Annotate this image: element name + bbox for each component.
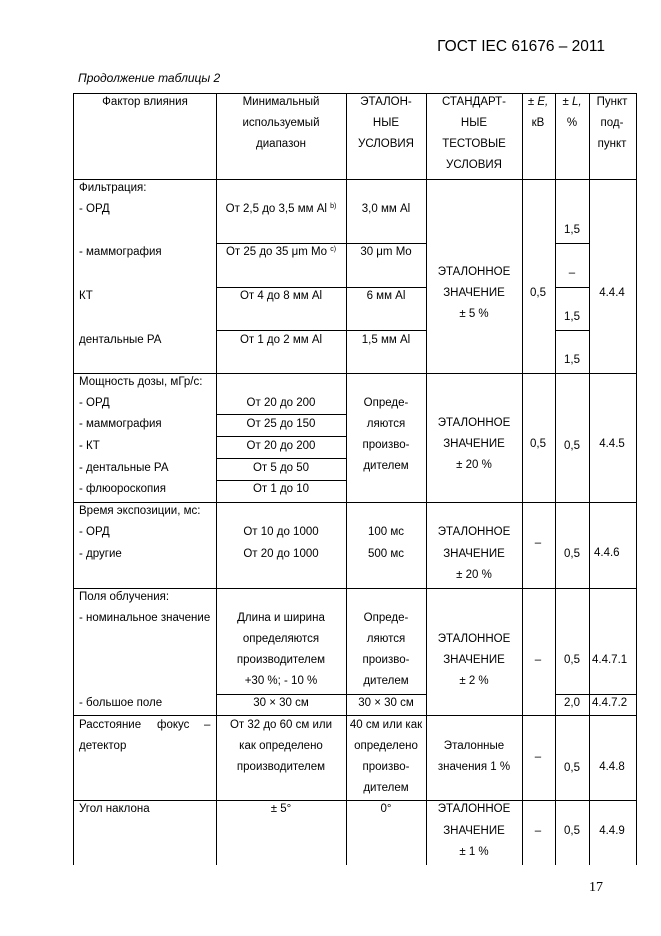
col-header-range-1: Минимальный	[242, 96, 320, 108]
dose-rate-ref-1: Опреде-	[363, 397, 409, 409]
tilt-ref: 0°	[380, 803, 392, 815]
tilt-title: Угол наклона	[79, 803, 150, 815]
filtration-title: Фильтрация:	[79, 182, 147, 194]
distance-ref-3: произво-	[362, 761, 410, 773]
filtration-clause: 4.4.4	[599, 287, 625, 299]
tilt-clause: 4.4.9	[599, 825, 625, 837]
distance-std-1: Эталонные	[443, 740, 505, 752]
dose-rate-item-name: - флюороскопия	[79, 483, 166, 495]
col-header-ref-2: НЫЕ	[372, 117, 400, 129]
distance-title-2: фокус	[157, 719, 190, 731]
tilt-e: –	[534, 825, 542, 837]
dose-rate-item-range: От 25 до 150	[246, 418, 316, 430]
page-number: 17	[589, 880, 603, 895]
distance-title-1: Расстояние	[79, 719, 142, 731]
distance-l: 0,5	[564, 762, 580, 774]
field-nominal-std-1: ЭТАЛОННОЕ	[437, 633, 511, 645]
field-nominal-ref-1: Опреде-	[363, 612, 409, 624]
col-header-ref-1: ЭТАЛОН-	[360, 96, 412, 108]
dose-rate-item-range: От 20 до 200	[246, 440, 316, 452]
col-header-range-3: диапазон	[256, 138, 306, 150]
filtration-item-ref: 1,5 мм Al	[361, 334, 411, 346]
dose-rate-ref-4: дителем	[363, 460, 409, 472]
filtration-item-ref: 3,0 мм Al	[361, 203, 411, 215]
field-nominal-range-2: определяются	[242, 633, 320, 645]
field-nominal-e: –	[534, 654, 542, 666]
exposure-item-ref: 500 мс	[367, 548, 405, 560]
col-header-std-1: СТАНДАРТ-	[441, 96, 507, 108]
distance-title-4: детектор	[79, 740, 127, 752]
col-header-l-2: %	[566, 117, 578, 129]
filtration-e: 0,5	[530, 287, 546, 299]
exposure-item-ref: 100 мс	[367, 526, 405, 538]
col-header-clause-1: Пункт	[596, 96, 628, 108]
tilt-range: ± 5°	[270, 803, 292, 815]
dose-rate-item-name: - маммография	[79, 418, 162, 430]
filtration-std-2: ЗНАЧЕНИЕ	[443, 287, 505, 299]
tilt-l: 0,5	[564, 825, 580, 837]
distance-ref-1: 40 см или как	[349, 719, 423, 731]
filtration-item-ref: 6 мм Al	[366, 290, 406, 302]
distance-title-3: –	[204, 719, 211, 731]
field-nominal-ref-3: произво-	[362, 654, 410, 666]
col-header-clause-2: под-	[600, 117, 624, 129]
field-nominal-ref-2: ляются	[366, 633, 406, 645]
field-large-ref: 30 × 30 см	[358, 697, 414, 709]
filtration-std-1: ЭТАЛОННОЕ	[437, 266, 511, 278]
exposure-l: 0,5	[564, 548, 580, 560]
col-header-std-2: НЫЕ	[460, 117, 488, 129]
col-header-clause-3: пункт	[597, 138, 627, 150]
exposure-item-range: От 10 до 1000	[243, 526, 319, 538]
filtration-item-l: –	[568, 267, 576, 279]
distance-std-2: значения 1 %	[437, 761, 511, 773]
exposure-item-name: - ОРД	[79, 526, 110, 538]
tilt-std-3: ± 1 %	[459, 846, 489, 858]
exposure-item-range: От 20 до 1000	[243, 548, 319, 560]
col-header-l-1: ± L,	[562, 96, 582, 108]
col-header-factor: Фактор влияния	[102, 96, 188, 108]
distance-range-3: производителем	[236, 761, 326, 773]
dose-rate-ref-2: ляются	[366, 418, 406, 430]
filtration-item-range: От 25 до 35 μm Mo $^{c)}$	[225, 246, 337, 258]
filtration-item-name: дентальные РА	[79, 334, 162, 346]
filtration-item-name: - маммография	[79, 246, 162, 258]
standard-header: ГОСТ IEC 61676 – 2011	[437, 38, 605, 55]
distance-range-1: От 32 до 60 см или	[229, 719, 333, 731]
field-large-name: - большое поле	[79, 697, 163, 709]
filtration-item-name: КТ	[79, 290, 93, 302]
exposure-title: Время экспозиции, мс:	[79, 505, 201, 517]
field-nominal-range-3: производителем	[236, 654, 326, 666]
dose-rate-e: 0,5	[530, 438, 546, 450]
filtration-item-range: От 2,5 до 3,5 мм Al $^{b)}$	[225, 203, 337, 215]
dose-rate-title: Мощность дозы, мГр/с:	[79, 376, 203, 388]
col-header-std-3: ТЕСТОВЫЕ	[442, 138, 506, 150]
dose-rate-item-name: - ОРД	[79, 397, 110, 409]
col-header-e-2: кВ	[531, 117, 545, 129]
filtration-item-range: От 1 до 2 мм Al	[239, 334, 323, 346]
col-header-range-2: используемый	[242, 117, 320, 129]
dose-rate-std-2: ЗНАЧЕНИЕ	[443, 438, 505, 450]
dose-rate-item-range: От 20 до 200	[246, 397, 316, 409]
exposure-std-2: ЗНАЧЕНИЕ	[443, 548, 505, 560]
distance-ref-4: дителем	[363, 782, 409, 794]
tilt-std-2: ЗНАЧЕНИЕ	[443, 825, 505, 837]
filtration-item-l: 1,5	[564, 354, 580, 366]
field-title: Поля облучения:	[79, 591, 170, 603]
field-nominal-range-1: Длина и ширина	[237, 612, 325, 624]
filtration-item-name: - ОРД	[79, 203, 110, 215]
dose-rate-ref-3: произво-	[362, 439, 410, 451]
dose-rate-std-3: ± 20 %	[456, 459, 492, 471]
dose-rate-l: 0,5	[564, 440, 580, 452]
distance-range-2: как определено	[239, 740, 323, 752]
exposure-clause: 4.4.6	[594, 547, 620, 559]
col-header-ref-3: УСЛОВИЯ	[358, 138, 414, 150]
field-nominal-l: 0,5	[564, 654, 580, 666]
col-header-e-1: ± E,	[527, 96, 549, 108]
field-nominal-range-4: +30 %; - 10 %	[244, 675, 318, 687]
dose-rate-std-1: ЭТАЛОННОЕ	[437, 417, 511, 429]
distance-e: –	[534, 751, 542, 763]
filtration-item-l: 1,5	[564, 224, 580, 236]
dose-rate-item-name: - КТ	[79, 440, 100, 452]
col-header-std-4: УСЛОВИЯ	[446, 159, 502, 171]
filtration-item-l: 1,5	[564, 311, 580, 323]
filtration-item-ref: 30 μm Mo	[360, 246, 412, 258]
field-nominal-clause: 4.4.7.1	[592, 654, 628, 666]
exposure-e: –	[534, 537, 542, 549]
exposure-std-1: ЭТАЛОННОЕ	[437, 526, 511, 538]
field-large-range: 30 × 30 см	[253, 697, 309, 709]
field-large-l: 2,0	[564, 697, 580, 709]
table-continuation-caption: Продолжение таблицы 2	[78, 71, 221, 85]
dose-rate-item-name: - дентальные РА	[79, 462, 169, 474]
filtration-item-range: От 4 до 8 мм Al	[239, 290, 323, 302]
dose-rate-clause: 4.4.5	[599, 438, 625, 450]
field-nominal-std-2: ЗНАЧЕНИЕ	[443, 654, 505, 666]
field-nominal-std-3: ± 2 %	[459, 675, 489, 687]
exposure-std-3: ± 20 %	[456, 569, 492, 581]
field-large-clause: 4.4.7.2	[592, 697, 628, 709]
filtration-std-3: ± 5 %	[459, 308, 489, 320]
distance-clause: 4.4.8	[599, 761, 625, 773]
dose-rate-item-range: От 5 до 50	[252, 462, 310, 474]
field-nominal-ref-4: дителем	[363, 675, 409, 687]
dose-rate-item-range: От 1 до 10	[252, 483, 310, 495]
field-nominal-name: - номинальное значение	[79, 612, 211, 624]
tilt-std-1: ЭТАЛОННОЕ	[437, 803, 511, 815]
exposure-item-name: - другие	[79, 548, 122, 560]
distance-ref-2: определено	[354, 740, 418, 752]
